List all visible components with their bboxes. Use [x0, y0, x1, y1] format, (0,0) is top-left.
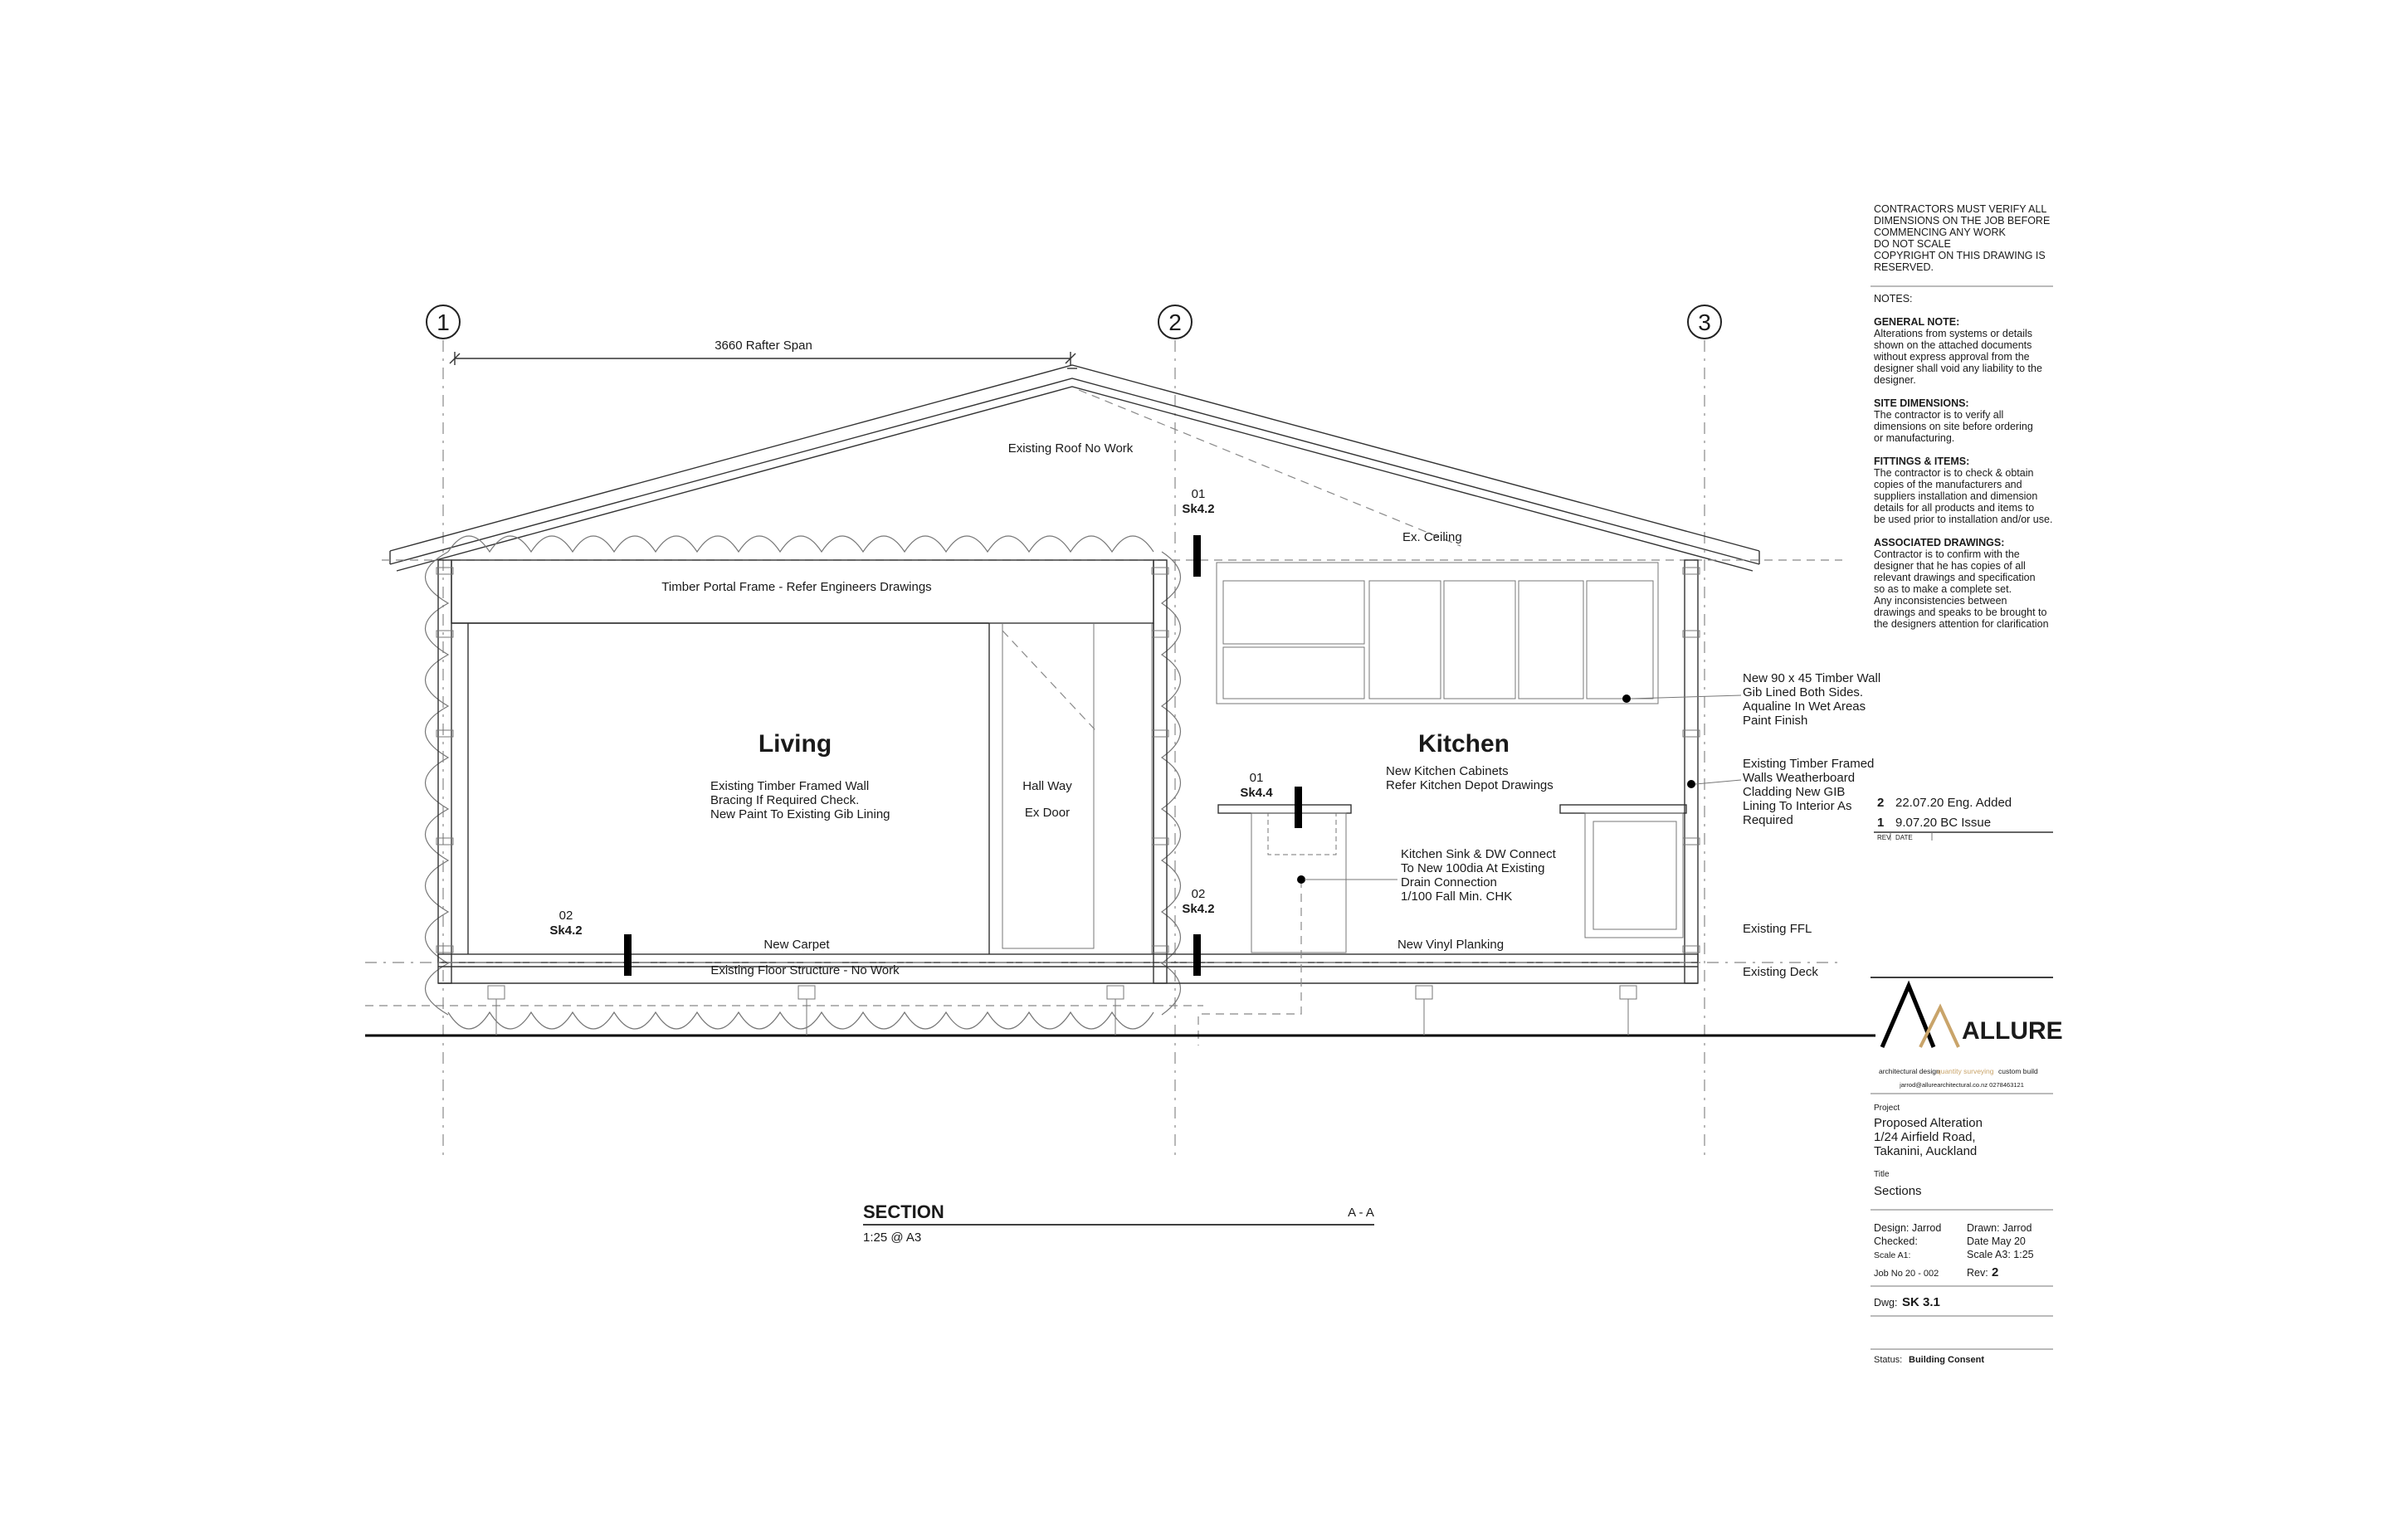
svg-text:1:25 @ A3: 1:25 @ A3: [863, 1231, 922, 1245]
svg-text:Walls Weatherboard: Walls Weatherboard: [1743, 771, 1856, 785]
portal-frame-label: Timber Portal Frame - Refer Engineers Drawings: [661, 580, 932, 594]
section-ref-02-sk42-left[interactable]: [549, 909, 632, 976]
svg-text:Rev:: Rev:: [1967, 1267, 1988, 1279]
svg-text:suppliers installation and dim: suppliers installation and dimension: [1874, 490, 2038, 502]
svg-text:NOTES:: NOTES:: [1874, 293, 1913, 305]
deck-label: Existing Deck: [1743, 965, 1818, 979]
svg-text:relevant drawings and specific: relevant drawings and specification: [1874, 572, 2036, 583]
living-room-label: [710, 730, 890, 821]
svg-text:without express approval from: without express approval from the: [1874, 351, 2030, 363]
contact-text: jarrod@allurearchitectural.co.nz 0278463121: [1900, 1081, 2024, 1089]
svg-text:COPYRIGHT ON THIS DRAWING IS: COPYRIGHT ON THIS DRAWING IS: [1874, 250, 2046, 261]
ceiling-label: Ex. Ceiling: [1402, 530, 1462, 544]
svg-text:The contractor is to check & o: The contractor is to check & obtain: [1874, 467, 2034, 479]
svg-text:ALLURE: ALLURE: [1962, 1017, 2063, 1045]
svg-text:details for all products and i: details for all products and items to: [1874, 502, 2035, 514]
section-title: [863, 1201, 1374, 1245]
ffl-label: Existing FFL: [1743, 922, 1812, 936]
svg-text:Any inconsistencies between: Any inconsistencies between: [1874, 595, 2007, 607]
svg-text:Existing Timber Framed: Existing Timber Framed: [1743, 757, 1875, 771]
svg-text:GENERAL NOTE:: GENERAL NOTE:: [1874, 316, 1960, 328]
svg-text:Design: Jarrod: Design: Jarrod: [1874, 1222, 1942, 1234]
tagline-qs: quantity surveying: [1937, 1067, 1994, 1075]
svg-text:Ex Door: Ex Door: [1024, 806, 1071, 820]
svg-text:Aqualine In Wet Areas: Aqualine In Wet Areas: [1743, 699, 1866, 714]
hallway-label: [1022, 779, 1072, 820]
kitchen-room-label: [1386, 730, 1554, 792]
svg-text:designer shall void any liabil: designer shall void any liability to the: [1874, 363, 2042, 374]
sink-note: [1305, 847, 1557, 904]
svg-text:copies of the manufacturers an: copies of the manufacturers and: [1874, 479, 2022, 490]
vinyl-label: New Vinyl Planking: [1397, 938, 1505, 952]
svg-text:REV: REV: [1877, 834, 1891, 841]
svg-text:designer that he has copies of: designer that he has copies of all: [1874, 560, 2026, 572]
svg-text:Drawn: Jarrod: Drawn: Jarrod: [1967, 1222, 2032, 1234]
svg-text:3660 Rafter Span: 3660 Rafter Span: [715, 339, 812, 353]
svg-text:3: 3: [1698, 309, 1711, 335]
grid-bubble-3: [1688, 305, 1721, 339]
svg-text:2: 2: [1168, 309, 1182, 335]
svg-text:dimensions on site before orde: dimensions on site before ordering: [1874, 421, 2033, 432]
svg-text:Takanini, Auckland: Takanini, Auckland: [1874, 1144, 1978, 1158]
svg-text:SITE DIMENSIONS:: SITE DIMENSIONS:: [1874, 397, 1969, 409]
svg-text:Checked:: Checked:: [1874, 1235, 1918, 1247]
svg-text:01: 01: [1191, 487, 1206, 501]
svg-text:Hall Way: Hall Way: [1022, 779, 1072, 793]
svg-text:The contractor is to verify a: The contractor is to verify all: [1874, 409, 2004, 421]
svg-text:Dwg:: Dwg:: [1874, 1297, 1898, 1309]
svg-text:COMMENCING ANY WORK: COMMENCING ANY WORK: [1874, 227, 2006, 238]
svg-text:Kitchen Sink & DW Connect: Kitchen Sink & DW Connect: [1401, 847, 1556, 861]
walls: [437, 560, 1700, 983]
svg-text:Paint Finish: Paint Finish: [1743, 714, 1808, 728]
svg-text:DATE: DATE: [1895, 834, 1913, 841]
roof: [390, 365, 1759, 571]
carpet-label: New Carpet: [763, 938, 830, 952]
rafter-span-dimension: [450, 339, 1076, 365]
svg-text:Date May 20: Date May 20: [1967, 1235, 2026, 1247]
svg-text:DIMENSIONS ON THE JOB BEFORE: DIMENSIONS ON THE JOB BEFORE: [1874, 215, 2051, 227]
svg-text:01: 01: [1249, 771, 1264, 785]
new-wall-note: [1622, 671, 1880, 728]
tagline-design: architectural design: [1879, 1067, 1940, 1075]
svg-text:Job No 20 - 002: Job No 20 - 002: [1874, 1269, 1939, 1279]
drain-point: [1297, 875, 1305, 884]
svg-text:FITTINGS & ITEMS:: FITTINGS & ITEMS:: [1874, 456, 1970, 467]
section-ref-01-sk44[interactable]: [1240, 771, 1302, 828]
svg-text:2: 2: [1877, 796, 1885, 810]
svg-text:so as to make a complete set.: so as to make a complete set.: [1874, 583, 2012, 595]
svg-text:1/100 Fall Min. CHK: 1/100 Fall Min. CHK: [1401, 889, 1513, 904]
svg-text:Kitchen: Kitchen: [1417, 730, 1510, 758]
svg-text:Alterations from systems or de: Alterations from systems or details: [1874, 328, 2033, 339]
svg-text:1/24 Airfield Road,: 1/24 Airfield Road,: [1874, 1130, 1976, 1144]
svg-text:Title: Title: [1874, 1170, 1890, 1179]
tagline-build: custom build: [1998, 1067, 2038, 1075]
svg-text:Existing Timber Framed Wall: Existing Timber Framed Wall: [710, 779, 870, 793]
svg-text:CONTRACTORS MUST VERIFY ALL: CONTRACTORS MUST VERIFY ALL: [1874, 203, 2047, 215]
svg-text:2: 2: [1992, 1265, 1999, 1279]
svg-text:22.07.20 Eng. Added: 22.07.20 Eng. Added: [1895, 796, 2012, 810]
existing-wall-note: [1687, 757, 1874, 827]
svg-text:New Paint To Existing Gib Lini: New Paint To Existing Gib Lining: [710, 807, 890, 821]
svg-text:shown on the attached document: shown on the attached documents: [1874, 339, 2032, 351]
svg-text:Contractor is to confirm with: Contractor is to confirm with the: [1874, 548, 2020, 560]
section-ref-01-sk42[interactable]: [1182, 487, 1214, 577]
svg-text:Scale A1:: Scale A1:: [1874, 1250, 1911, 1260]
svg-text:To New 100dia At Existing: To New 100dia At Existing: [1401, 861, 1545, 875]
svg-text:Lining To Interior As: Lining To Interior As: [1743, 799, 1852, 813]
svg-text:Scale A3: 1:25: Scale A3: 1:25: [1967, 1249, 2034, 1260]
title-block: [1871, 203, 2063, 1365]
svg-text:Bracing If Required Check.: Bracing If Required Check.: [710, 793, 860, 807]
roof-label: Existing Roof No Work: [1007, 441, 1134, 456]
svg-text:9.07.20 BC Issue: 9.07.20 BC Issue: [1895, 816, 1992, 830]
svg-text:drawings and speaks to be brou: drawings and speaks to be brought to: [1874, 607, 2047, 618]
revision-table: [1874, 796, 2053, 841]
svg-text:New 90 x 45 Timber Wall: New 90 x 45 Timber Wall: [1743, 671, 1881, 685]
svg-text:Sk4.2: Sk4.2: [1182, 502, 1215, 516]
svg-text:Cladding New GIB: Cladding New GIB: [1743, 785, 1846, 799]
allure-logo: [1882, 986, 2063, 1047]
ground: [365, 962, 1875, 1036]
svg-text:Drain Connection: Drain Connection: [1401, 875, 1497, 889]
svg-text:the designers attention for cl: the designers attention for clarification: [1874, 618, 2049, 630]
svg-text:02: 02: [558, 909, 573, 923]
svg-text:A - A: A - A: [1348, 1206, 1374, 1220]
svg-text:Sk4.4: Sk4.4: [1240, 786, 1273, 800]
svg-text:02: 02: [1191, 887, 1206, 901]
svg-text:SECTION: SECTION: [863, 1201, 944, 1222]
svg-text:RESERVED.: RESERVED.: [1874, 261, 1934, 273]
grid-lines: [427, 305, 1721, 1162]
svg-text:Status:: Status:: [1874, 1355, 1903, 1365]
svg-text:Building Consent: Building Consent: [1909, 1355, 1985, 1365]
svg-text:SK 3.1: SK 3.1: [1902, 1295, 1940, 1309]
svg-text:Sk4.2: Sk4.2: [549, 924, 583, 938]
svg-text:Project: Project: [1874, 1104, 1900, 1113]
svg-text:Proposed Alteration: Proposed Alteration: [1874, 1116, 1983, 1130]
svg-text:New Kitchen Cabinets: New Kitchen Cabinets: [1386, 764, 1509, 778]
svg-text:Gib Lined Both Sides.: Gib Lined Both Sides.: [1743, 685, 1864, 699]
grid-bubble-1: [427, 305, 460, 339]
floor-structure-label: Existing Floor Structure - No Work: [710, 963, 900, 977]
svg-text:Sk4.2: Sk4.2: [1182, 902, 1215, 916]
svg-text:Required: Required: [1743, 813, 1793, 827]
grid-bubble-2: [1158, 305, 1192, 339]
svg-text:designer.: designer.: [1874, 374, 1916, 386]
svg-text:1: 1: [437, 309, 450, 335]
svg-text:Sections: Sections: [1874, 1184, 1922, 1198]
svg-text:Refer Kitchen Depot Drawings: Refer Kitchen Depot Drawings: [1386, 778, 1554, 792]
svg-text:be used prior to installation: be used prior to installation and/or use.: [1874, 514, 2053, 525]
svg-text:ASSOCIATED DRAWINGS:: ASSOCIATED DRAWINGS:: [1874, 537, 2005, 548]
svg-text:DO NOT SCALE: DO NOT SCALE: [1874, 238, 1951, 250]
svg-text:1: 1: [1877, 816, 1885, 830]
svg-text:Living: Living: [758, 730, 832, 758]
svg-text:or manufacturing.: or manufacturing.: [1874, 432, 1955, 444]
piles: [488, 986, 1636, 1036]
